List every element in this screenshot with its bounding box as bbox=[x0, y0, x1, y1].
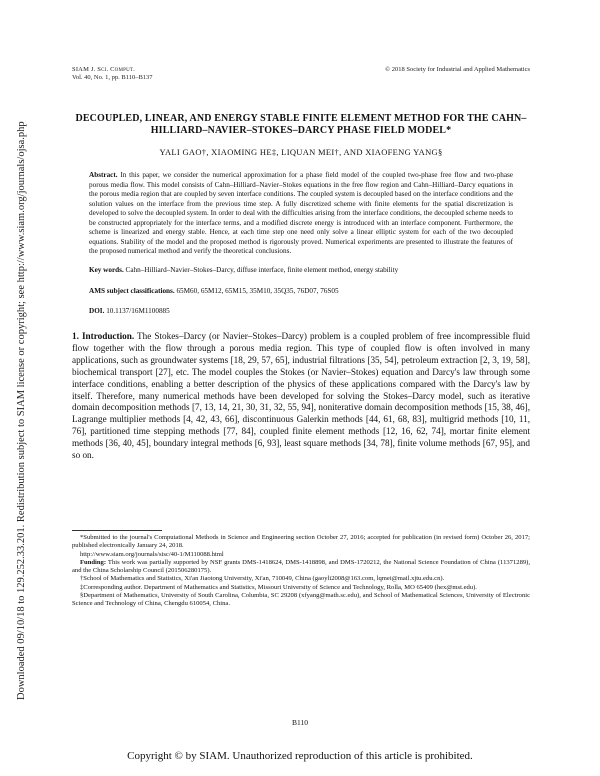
author-list: YALI GAO†, XIAOMING HE‡, LIQUAN MEI†, AND XIAOFENG YANG§ bbox=[159, 147, 443, 157]
keywords-text: Cahn–Hilliard–Navier–Stokes–Darcy, diffuse interface, finite element method, energy stability bbox=[125, 265, 399, 274]
footnote-submitted: *Submitted to the journal's Computational Methods in Science and Engineering section October 27, 2016; accepted for publication (in revised form) October 26, 2017; published electronically January 24, 2018. bbox=[72, 534, 530, 550]
abstract-label: Abstract. bbox=[89, 171, 118, 179]
footnote-funding: Funding: This work was partially supported by NSF grants DMS-1418624, DMS-1418898, and DMS-1720212, the National Science Foundation of China (11371289), and the China Scholarship Council (201506280175). bbox=[72, 558, 531, 575]
footnote-url: http://www.siam.org/journals/sisc/40-1/M110088.html bbox=[80, 550, 224, 558]
footnote-rule bbox=[72, 530, 162, 531]
download-watermark bbox=[2, 100, 27, 700]
section-heading: 1. Introduction. bbox=[72, 331, 135, 341]
ams-label: AMS subject classifications. bbox=[89, 287, 175, 295]
footnotes bbox=[72, 530, 530, 609]
abstract-text: In this paper, we consider the numerical approximation for a phase field model of the coupled two-phase free flow and two-phase porous media flow. This model consists of Cahn–Hilliard–Navier–Stokes equations in the free flow region and Cahn–Hilliard–Darcy equations in the porous media region that are coupled by seven interface conditions. The coupled system is decoupled based on the interface conditions and the solution values on the interface from the previous time step. A fully discretized scheme with finite elements for the spatial discretization is developed to solve the decoupled system. In order to deal with the difficulties arising from the interface conditions, the decoupled scheme needs to be constructed appropriately for the interface terms, and a modified discrete energy is introduced with an interface component. Furthermore, the scheme is linearized and energy stable. Hence, at each time step one need only solve a linear elliptic system for each of the two decoupled equations. Stability of the model and the proposed method is rigorously proved. Numerical experiments are presented to illustrate the features of the proposed numerical method and verify the theoretical conclusions. bbox=[89, 171, 513, 255]
introduction-section bbox=[72, 331, 530, 462]
doi-label: DOI. bbox=[89, 306, 105, 315]
keywords bbox=[89, 266, 513, 276]
introduction-text: The Stokes–Darcy (or Navier–Stokes–Darcy) problem is a coupled problem of free incompressible fluid flow together with the flow through a porous media region. This type of coupled flow is often involved in many applications, such as groundwater systems [18, 29, 57, 65], industrial filtrations [35, 54], petroleum extraction [2, 3, 19, 58], biochemical transport [27], etc. The model couples the Stokes (or Navier–Stokes) equation and Darcy's law through some interface conditions, enabling a better description of the physics of these applications compared with the Darcy's law by itself. Therefore, many numerical methods have been developed for solving the Stokes–Darcy model, such as iterative domain decomposition methods [7, 13, 14, 21, 30, 31, 32, 55, 94], noniterative domain decomposition methods [15, 38, 46], Lagrange multiplier methods [4, 42, 43, 66], discontinuous Galerkin methods [44, 61, 68, 83], multigrid methods [10, 11, 76], partitioned time stepping methods [77, 84], coupled finite element methods [12, 16, 62, 74], mortar finite element methods [36, 40, 45], boundary integral methods [6, 93], least square methods [34, 78], finite volume methods [67, 95], and so on. bbox=[72, 331, 530, 461]
keywords-label: Key words. bbox=[89, 265, 124, 274]
footnote-affiliation-3: §Department of Mathematics, University of South Carolina, Columbia, SC 29208 (xfyang@math.sc.edu), and School of Mathematical Sciences, University of Electronic Science and Technology of China, Chengdu 610054, China. bbox=[72, 592, 530, 608]
abstract bbox=[89, 171, 513, 257]
footnote-affiliation-2: ‡Corresponding author. Department of Mathematics and Statistics, Missouri University of Science and Technology, Rolla, MO 65409 (hex@mst.edu). bbox=[80, 583, 477, 591]
article-page bbox=[72, 66, 530, 462]
footnote-affiliation-1: †School of Mathematics and Statistics, Xi'an Jiaotong University, Xi'an, 710049, China (gaoyli2008@163.com, lqmei@mail.xjtu.edu.cn). bbox=[80, 575, 445, 583]
journal-name: SIAM J. Sci. Comput. bbox=[72, 66, 135, 73]
ams-text: 65M60, 65M12, 65M15, 35M10, 35Q35, 76D07, 76S05 bbox=[176, 287, 339, 295]
paper-title: DECOUPLED, LINEAR, AND ENERGY STABLE FINITE ELEMENT METHOD FOR THE CAHN–HILLIARD–NAVIER–STOKES–DARCY PHASE FIELD MODEL* bbox=[75, 113, 527, 136]
header-copyright: © 2018 Society for Industrial and Applied Mathematics bbox=[385, 66, 530, 73]
journal-volume: Vol. 40, No. 1, pp. B110–B137 bbox=[72, 74, 153, 81]
doi-text: 10.1137/16M1100885 bbox=[106, 306, 170, 315]
running-header bbox=[72, 66, 530, 82]
download-note-text: Downloaded 09/10/18 to 129.252.33.201. Redistribution subject to SIAM license or copyright; see http://www.siam.org/journals/ojsa.php bbox=[16, 121, 27, 700]
copyright-notice: Copyright © by SIAM. Unauthorized reproduction of this article is prohibited. bbox=[127, 750, 473, 762]
page-number: B110 bbox=[292, 718, 308, 727]
doi bbox=[89, 307, 513, 317]
journal-info bbox=[72, 66, 153, 82]
ams-classifications bbox=[89, 287, 513, 297]
